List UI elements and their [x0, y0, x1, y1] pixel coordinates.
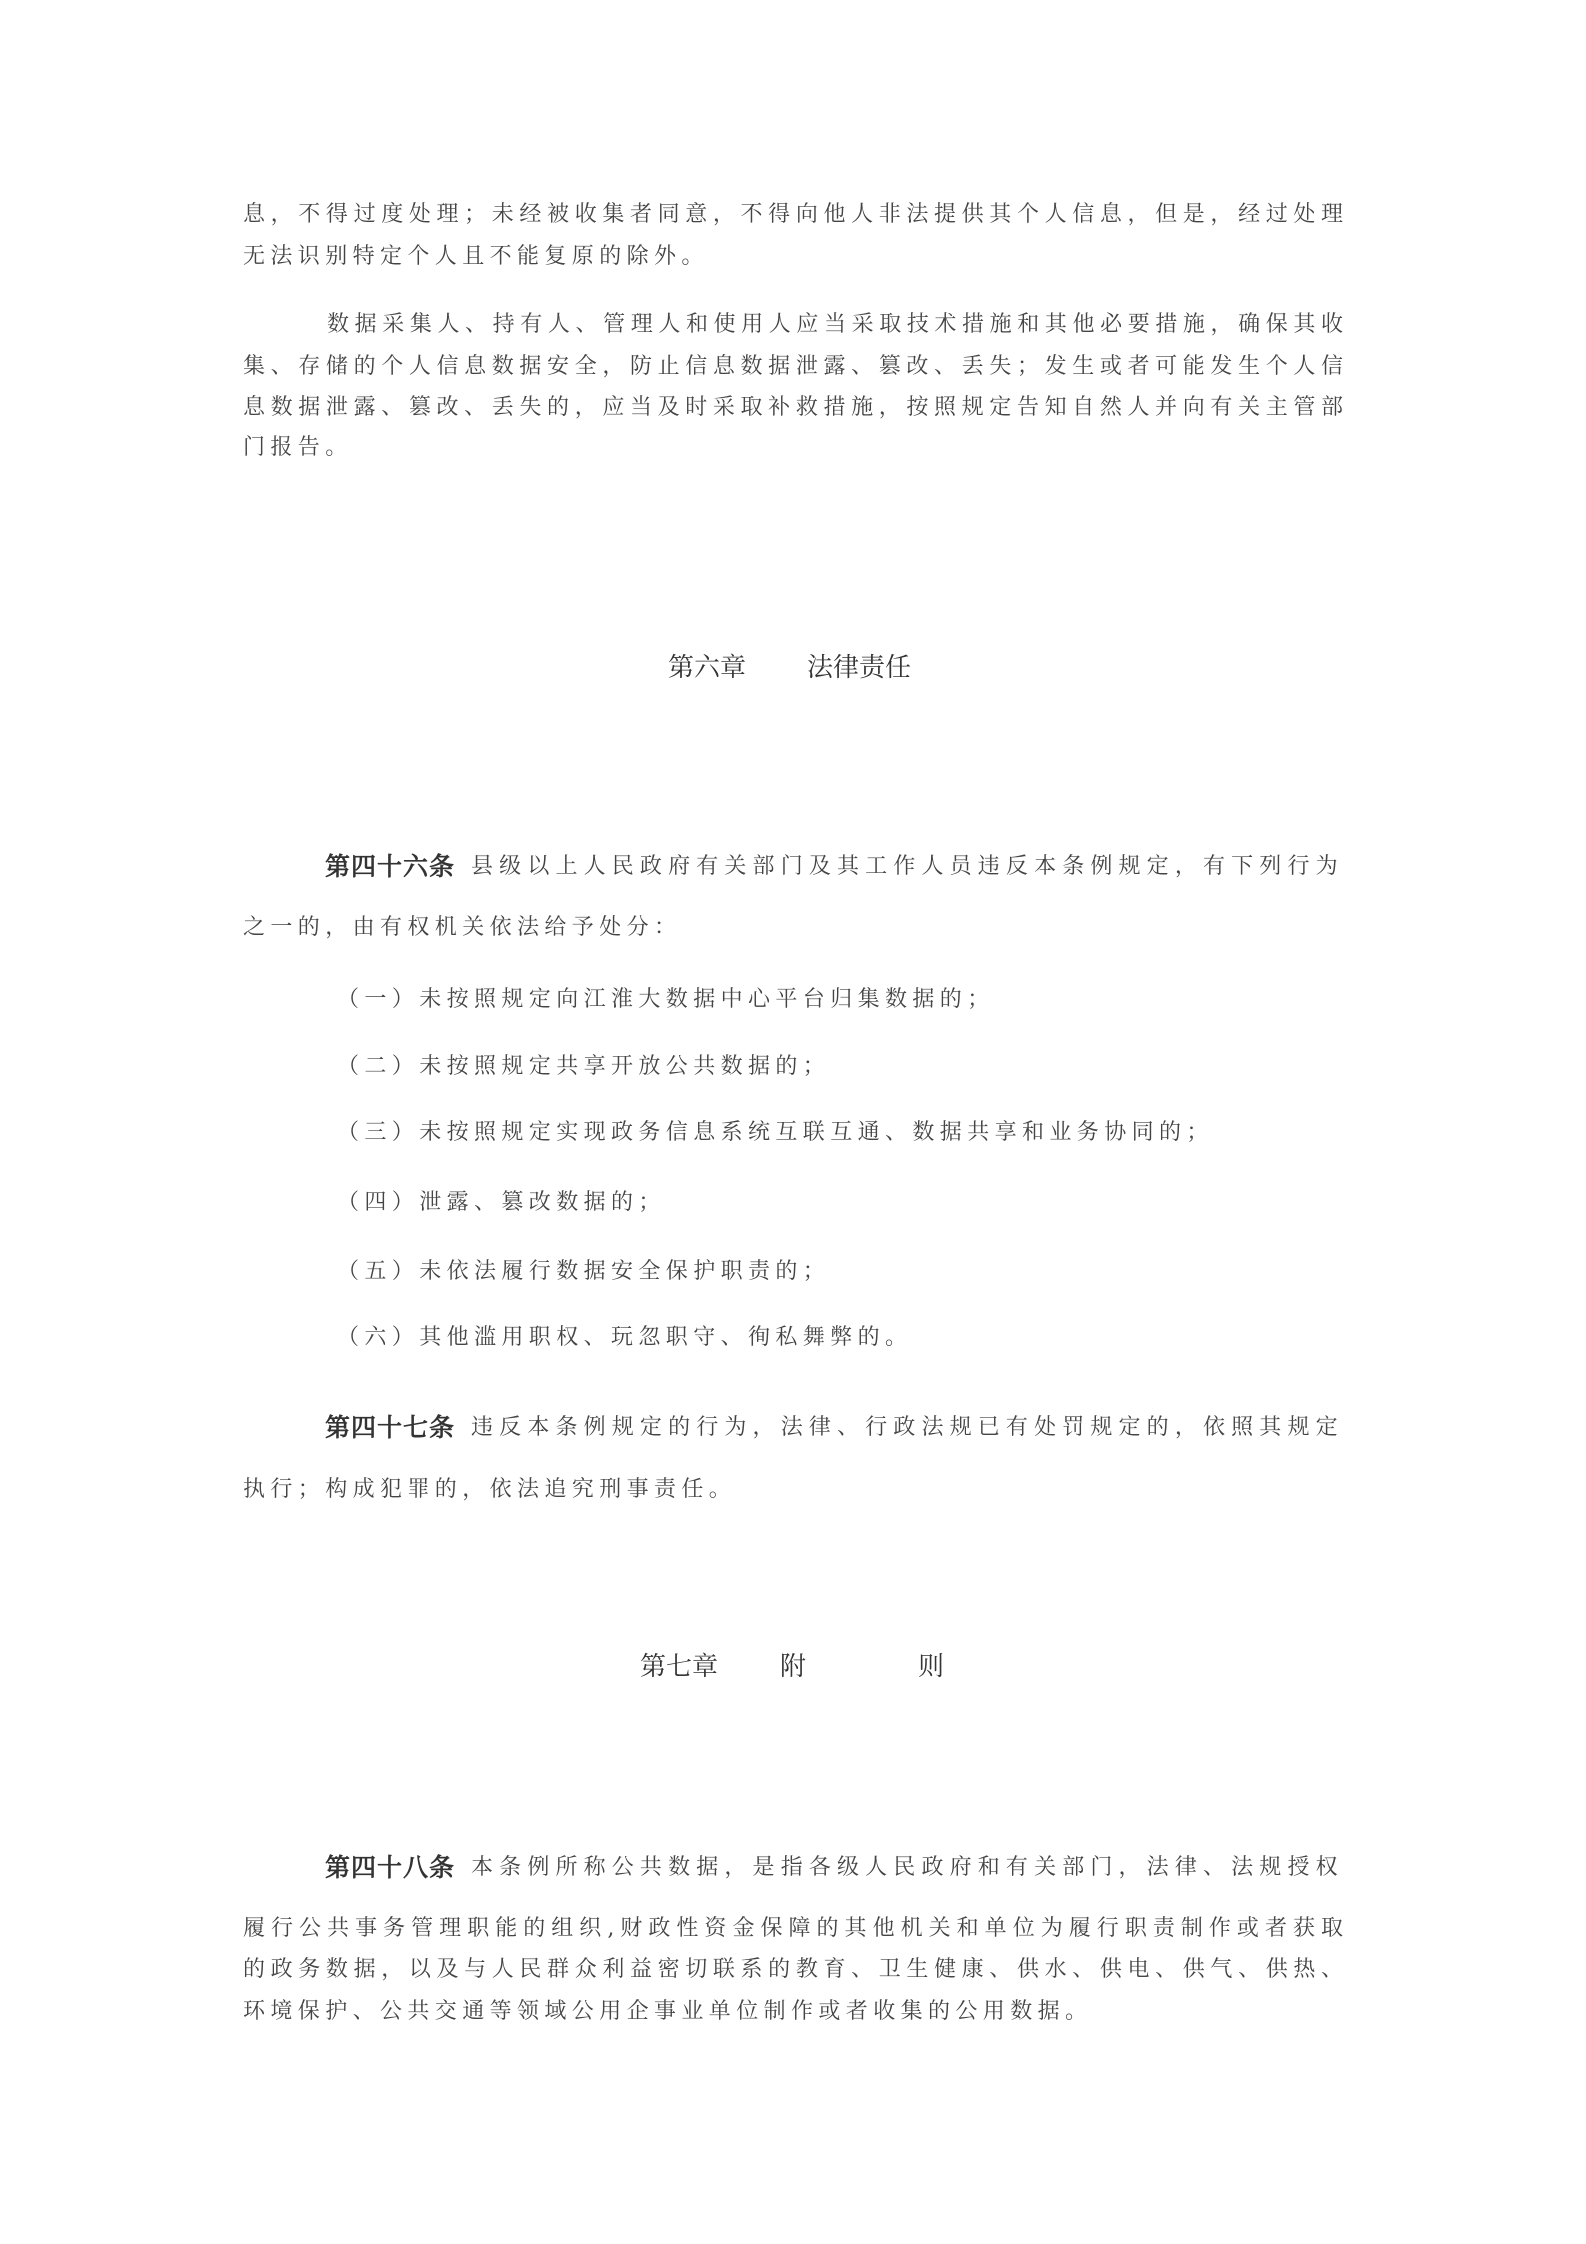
list-item: （二）未按照规定共享开放公共数据的； — [337, 1054, 831, 1079]
paragraph-line: 无法识别特定个人且不能复原的除外。 — [243, 244, 709, 269]
chapter-heading-title-part1: 附 — [780, 1652, 807, 1682]
article-label: 第四十六条 — [325, 852, 456, 881]
paragraph-line: 息，不得过度处理；未经被收集者同意，不得向他人非法提供其个人信息，但是，经过处理 — [243, 202, 1343, 227]
chapter-heading-number: 第六章 — [668, 653, 747, 683]
article-text: 履行公共事务管理职能的组织,财政性资金保障的其他机关和单位为履行职责制作或者获取 — [243, 1916, 1343, 1941]
article-label: 第四十八条 — [325, 1853, 456, 1882]
article-label: 第四十七条 — [325, 1413, 456, 1442]
list-item: （一）未按照规定向江淮大数据中心平台归集数据的； — [337, 987, 995, 1012]
article-text: 环境保护、公共交通等领域公用企事业单位制作或者收集的公用数据。 — [243, 1999, 1093, 2024]
article-46-first-line — [325, 852, 1343, 882]
article-47-first-line — [325, 1413, 1343, 1443]
paragraph-line: 息数据泄露、篡改、丢失的，应当及时采取补救措施，按照规定告知自然人并向有关主管部 — [243, 395, 1343, 420]
article-text: 本条例所称公共数据，是指各级人民政府和有关部门，法律、法规授权 — [471, 1855, 1343, 1880]
paragraph-line: 集、存储的个人信息数据安全，防止信息数据泄露、篡改、丢失；发生或者可能发生个人信 — [243, 354, 1343, 379]
list-item: （四）泄露、篡改数据的； — [337, 1190, 666, 1215]
list-item: （五）未依法履行数据安全保护职责的； — [337, 1259, 831, 1284]
article-48-first-line — [325, 1853, 1343, 1883]
article-text: 执行；构成犯罪的，依法追究刑事责任。 — [243, 1477, 737, 1502]
article-text: 的政务数据，以及与人民群众利益密切联系的教育、卫生健康、供水、供电、供气、供热、 — [243, 1957, 1343, 1982]
list-item: （六）其他滥用职权、玩忽职守、徇私舞弊的。 — [337, 1325, 913, 1350]
list-item: （三）未按照规定实现政务信息系统互联互通、数据共享和业务协同的； — [337, 1120, 1214, 1145]
chapter-heading-number: 第七章 — [640, 1652, 719, 1682]
chapter-heading-title-part2: 则 — [918, 1652, 945, 1682]
paragraph-line: 门报告。 — [243, 435, 353, 460]
article-text: 违反本条例规定的行为，法律、行政法规已有处罚规定的，依照其规定 — [471, 1415, 1343, 1440]
article-text: 之一的，由有权机关依法给予处分： — [243, 915, 682, 940]
paragraph-line: 数据采集人、持有人、管理人和使用人应当采取技术措施和其他必要措施，确保其收 — [327, 312, 1343, 337]
article-text: 县级以上人民政府有关部门及其工作人员违反本条例规定，有下列行为 — [471, 854, 1343, 879]
chapter-heading-title: 法律责任 — [807, 653, 912, 683]
